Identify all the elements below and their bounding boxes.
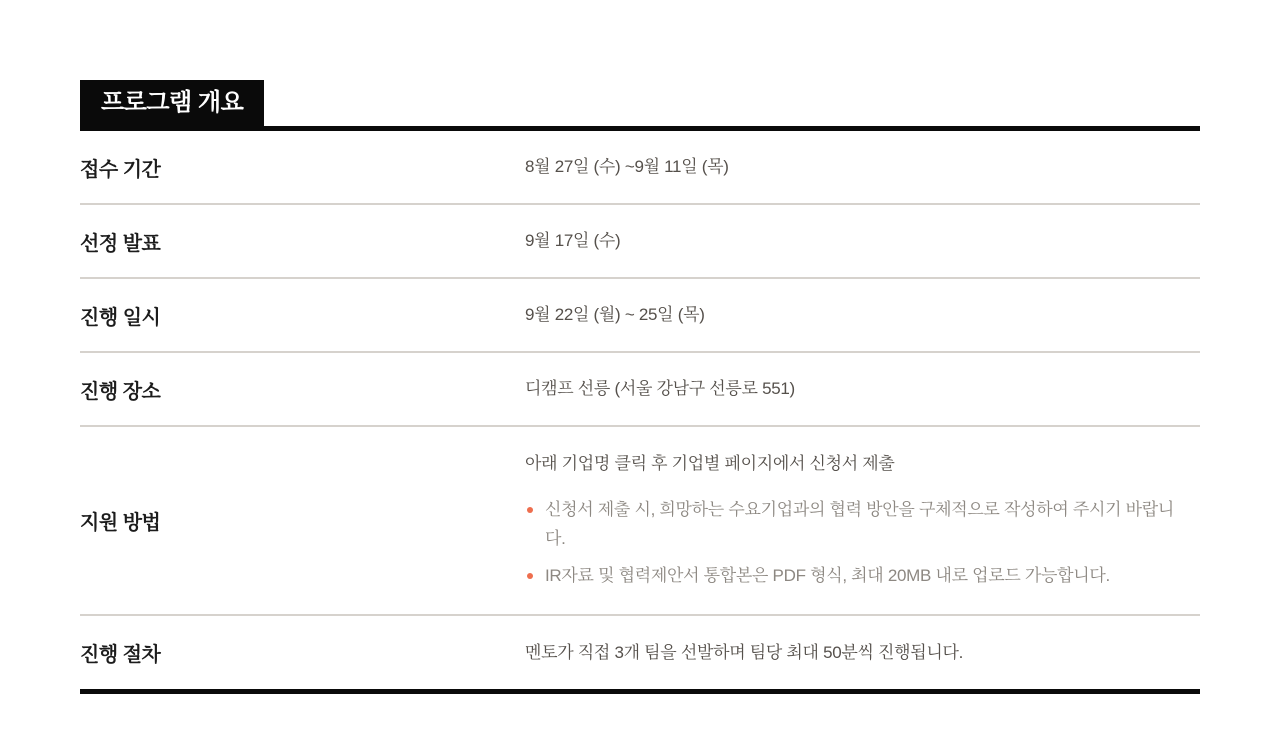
program-overview-section [80,0,1200,694]
bullet-text: 신청서 제출 시, 희망하는 수요기업과의 협력 방안을 구체적으로 작성하여 주시기 바랍니다. [545,500,1175,548]
row-label: 진행 일시 [80,306,161,329]
row-label: 접수 기간 [80,158,161,181]
bullet-text: IR자료 및 협력제안서 통합본은 PDF 형식, 최대 20MB 내로 업로드 가능합니다. [545,566,1110,585]
program-info-table [80,131,1200,694]
row-value: 9월 22일 (월) ~ 25일 (목) [525,305,705,324]
row-label: 선정 발표 [80,232,161,255]
apply-instruction-text: 아래 기업명 클릭 후 기업별 페이지에서 신청서 제출 [525,454,895,473]
row-label: 진행 장소 [80,380,161,403]
row-label: 지원 방법 [80,512,161,534]
table-row-event-date [80,279,1200,353]
row-value: 9월 17일 (수) [525,231,621,250]
section-title-badge: 프로그램 개요 [80,80,264,126]
bullet-icon [527,507,533,513]
bullet-icon [527,573,533,579]
list-item [525,561,1200,590]
table-row-process [80,616,1200,689]
row-value: 8월 27일 (수) ~9월 11일 (목) [525,157,729,176]
table-row-venue [80,353,1200,427]
row-value: 멘토가 직접 3개 팀을 선발하며 팀당 최대 50분씩 진행됩니다. [525,642,964,662]
row-label: 진행 절차 [80,644,161,666]
table-row-selection-announcement [80,205,1200,279]
list-item [525,495,1200,553]
row-value: 디캠프 선릉 (서울 강남구 선릉로 551) [525,379,795,398]
table-row-how-to-apply [80,427,1200,616]
table-row-reception-period [80,131,1200,205]
apply-notes-list [525,495,1200,590]
row-value [525,427,1200,614]
section-header [80,80,1200,131]
